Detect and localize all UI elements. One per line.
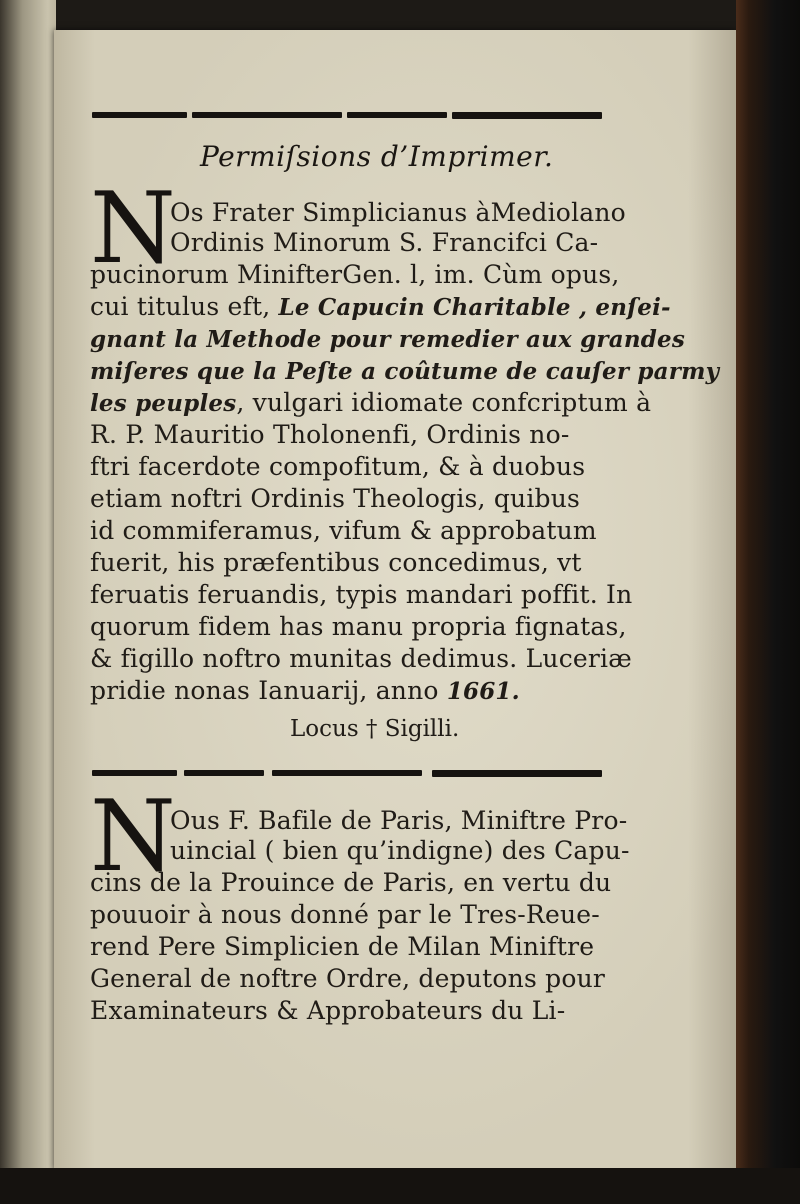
- text-line: R. P. Mauritio Tholonenfi, Ordinis no-: [90, 420, 570, 449]
- book-spine-edge: [736, 0, 800, 1204]
- text-line: cins de la Prouince de Paris, en vertu du: [90, 868, 612, 897]
- left-facing-page-edge: [0, 0, 56, 1204]
- text-line: etiam noftri Ordinis Theologis, quibus: [90, 484, 581, 513]
- text-line: Ous F. Bafile de Paris, Miniftre Pro-: [170, 806, 628, 835]
- top-ornamental-rule: [92, 112, 602, 120]
- text-line: Os Frater Simplicianus àMediolano: [170, 198, 626, 227]
- text-line: uincial ( bien qu’indigne) des Capu-: [170, 836, 630, 865]
- text-line: miſeres que la Peſte a coûtume de cauſer parmy: [90, 358, 720, 385]
- bottom-shadow: [0, 1168, 800, 1204]
- drop-cap-n: N: [90, 780, 176, 894]
- text-line: fuerit, his præfentibus concedimus, vt: [90, 548, 582, 577]
- text-line: feruatis feruandis, typis mandari poffit. In: [90, 580, 633, 609]
- text-line: ftri facerdote compofitum, & à duobus: [90, 452, 586, 481]
- text-line: id commiferamus, vifum & approbatum: [90, 516, 597, 545]
- text-line: quorum fidem has manu propria fignatas,: [90, 612, 627, 641]
- text-line: General de noftre Ordre, deputons pour: [90, 964, 606, 993]
- text-line: rend Pere Simplicien de Milan Miniftre: [90, 932, 595, 961]
- page-heading: Permiſsions d’Imprimer.: [200, 140, 554, 173]
- text-line: & figillo noftro munitas dedimus. Luceriæ: [90, 644, 632, 673]
- seal-notice: Locus † Sigilli.: [290, 716, 460, 742]
- middle-ornamental-rule: [92, 770, 602, 778]
- text-line: Ordinis Minorum S. Francifci Ca-: [170, 228, 599, 257]
- drop-cap-n: N: [90, 172, 176, 286]
- text-line: les peuples, vulgari idiomate confcriptum à: [90, 388, 652, 417]
- text-line: Examinateurs & Approbateurs du Li-: [90, 996, 566, 1025]
- text-line: cui titulus eft, Le Capucin Charitable , enſei-: [90, 292, 671, 321]
- text-line: pouuoir à nous donné par le Tres-Reue-: [90, 900, 600, 929]
- text-line: pridie nonas Ianuarij, anno 1661.: [90, 676, 520, 705]
- text-line: pucinorum MinifterGen. l, im. Cùm opus,: [90, 260, 620, 289]
- text-line: gnant la Methode pour remedier aux grandes: [90, 326, 686, 353]
